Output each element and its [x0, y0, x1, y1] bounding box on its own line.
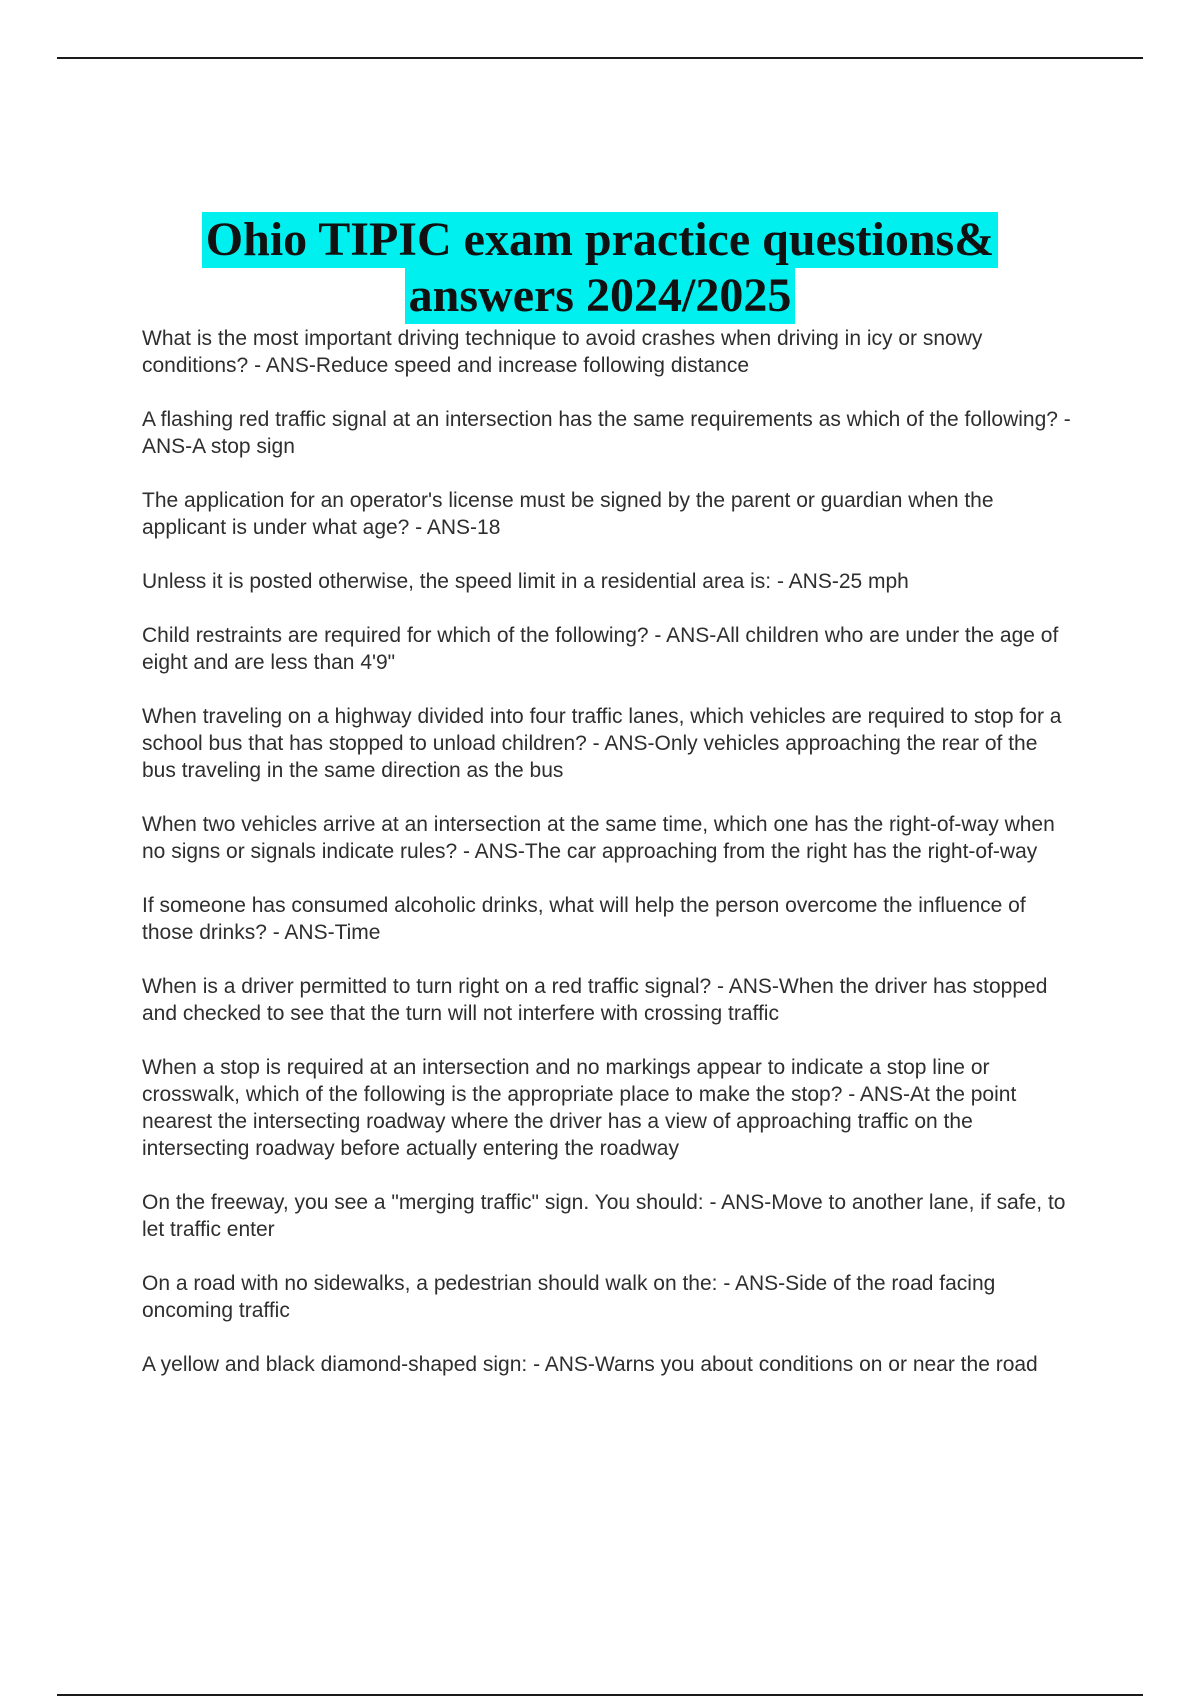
- qa-item: What is the most important driving technique to avoid crashes when driving in icy or snowy conditions? - ANS-Reduce speed and increase following distance: [142, 327, 983, 377]
- qa-list: [142, 325, 1072, 1405]
- qa-item: Unless it is posted otherwise, the speed limit in a residential area is: - ANS-25 mph: [142, 570, 909, 593]
- qa-item: A yellow and black diamond-shaped sign: - ANS-Warns you about conditions on or near the road: [142, 1353, 1038, 1376]
- title-line-2: answers 2024/2025: [405, 268, 796, 324]
- qa-item: A flashing red traffic signal at an intersection has the same requirements as which of the following? - ANS-A stop sign: [142, 408, 1071, 458]
- qa-item: When is a driver permitted to turn right on a red traffic signal? - ANS-When the driver has stopped and checked to see that the turn will not interfere with crossing traffic: [142, 975, 1048, 1025]
- qa-item: When a stop is required at an intersection and no markings appear to indicate a stop line or crosswalk, which of the following is the appropriate place to make the stop? - ANS-At the point nearest the intersecting roadway where the driver has a view of approaching traffic on the intersecting roadway before actually entering the roadway: [142, 1056, 1017, 1160]
- top-rule: [57, 57, 1143, 59]
- qa-item: On the freeway, you see a "merging traffic" sign. You should: - ANS-Move to another lane, if safe, to let traffic enter: [142, 1191, 1066, 1241]
- qa-item: If someone has consumed alcoholic drinks, what will help the person overcome the influence of those drinks? - ANS-Time: [142, 894, 1026, 944]
- qa-item: The application for an operator's license must be signed by the parent or guardian when the applicant is under what age? - ANS-18: [142, 489, 994, 539]
- title-line-1: Ohio TIPIC exam practice questions&: [202, 212, 998, 268]
- qa-item: On a road with no sidewalks, a pedestrian should walk on the: - ANS-Side of the road facing oncoming traffic: [142, 1272, 996, 1322]
- qa-item: When traveling on a highway divided into four traffic lanes, which vehicles are required to stop for a school bus that has stopped to unload children? - ANS-Only vehicles approaching the rear of the bus traveling in the same direction as the bus: [142, 705, 1062, 782]
- page-title: [0, 212, 1200, 324]
- qa-item: When two vehicles arrive at an intersection at the same time, which one has the right-of-way when no signs or signals indicate rules? - ANS-The car approaching from the right has the right-of-way: [142, 813, 1055, 863]
- bottom-rule: [57, 1694, 1143, 1696]
- qa-item: Child restraints are required for which of the following? - ANS-All children who are under the age of eight and are less than 4'9": [142, 624, 1059, 674]
